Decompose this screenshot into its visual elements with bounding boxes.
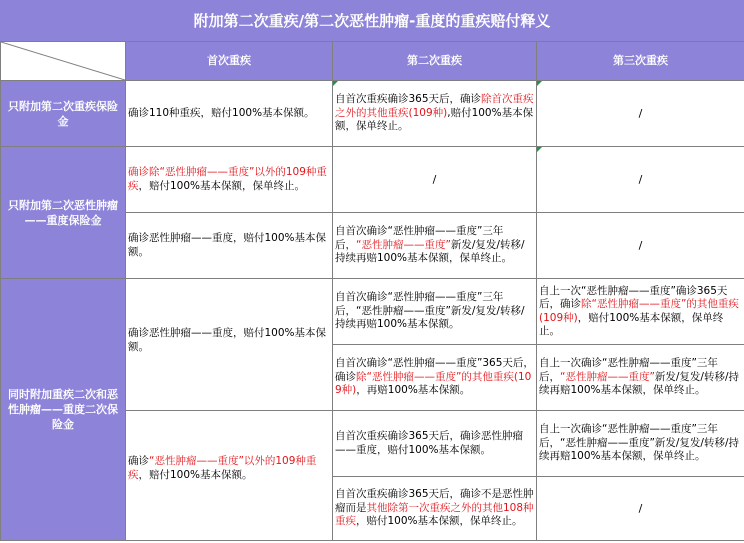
cell-text: ，赔付100%基本保额，保单终止。 — [539, 311, 724, 337]
cell-text: 自上一次确诊“恶性肿瘤——重度”三年后， — [539, 357, 718, 383]
cell-r3c1: 确诊恶性肿瘤——重度，赔付100%基本保额。 — [126, 213, 333, 279]
cell-highlight: “恶性肿瘤——重度” — [356, 238, 451, 251]
cell-highlight: “恶性肿瘤——重度”以外的109种重疾 — [128, 455, 317, 481]
header-second: 第二次重疾 — [333, 42, 537, 81]
table-row — [1, 147, 744, 213]
cell-r2c1 — [126, 147, 333, 213]
cell-text: ,赔付100%基本保额，保单终止。 — [335, 106, 534, 133]
cell-text: 自首次重疾确诊365天后，确诊不是恶性肿瘤而是 — [335, 488, 534, 514]
diagonal-line — [1, 42, 125, 80]
cell-highlight: 除首次重疾之外的其他重疾(109种) — [335, 93, 534, 119]
cell-highlight: “恶性肿瘤——重度” — [560, 370, 655, 383]
cell-text: ，赔付100%基本保额，保单终止。 — [138, 179, 306, 192]
row-header-c: 同时附加重疾二次和恶性肿瘤——重度二次保险金 — [1, 279, 126, 541]
cell-r3c2 — [333, 213, 537, 279]
cell-r7c2 — [333, 477, 537, 541]
cell-text: 新发/复发/转移/持续再赔100%基本保额，保单终止。 — [335, 238, 525, 265]
cell-r3c3: / — [537, 213, 744, 279]
cell-r1c2 — [333, 81, 537, 147]
cell-r6c2: 自首次重疾确诊365天后，确诊恶性肿瘤——重度，赔付100%基本保额。 — [333, 411, 537, 477]
row-header-b: 只附加第二次恶性肿瘤——重度保险金 — [1, 147, 126, 279]
cell-text: 自首次重疾确诊365天后，确诊 — [335, 93, 482, 106]
cell-text: 新发/复发/转移/持续再赔100%基本保额，保单终止。 — [539, 370, 740, 397]
row-header-a: 只附加第二次重疾保险金 — [1, 81, 126, 147]
table-row — [1, 81, 744, 147]
table-title: 附加第二次重疾/第二次恶性肿瘤-重度的重疾赔付释义 — [0, 0, 744, 42]
cell-text: 自首次确诊“恶性肿瘤——重度”365天后，确诊 — [335, 357, 534, 383]
cell-r5c2 — [333, 345, 537, 411]
cell-r6c3: 自上一次确诊“恶性肿瘤——重度”三年后，“恶性肿瘤——重度”新发/复发/转移/持续再赔100%基本保额，保单终止。 — [537, 411, 744, 477]
header-third: 第三次重疾 — [537, 42, 744, 81]
cell-text: ，赔付100%基本保额。 — [138, 468, 253, 481]
cell-r4c3 — [537, 279, 744, 345]
cell-text: 自首次确诊“恶性肿瘤——重度”三年后， — [335, 225, 504, 251]
cell-r7c3: / — [537, 477, 744, 541]
cell-r1c1: 确诊110种重疾，赔付100%基本保额。 — [126, 81, 333, 147]
cell-text: 确诊 — [128, 455, 149, 467]
cell-text: ，赔付100%基本保额，保单终止。 — [356, 515, 523, 528]
header-row — [1, 42, 744, 81]
cell-r5c3 — [537, 345, 744, 411]
cell-r4c1: 确诊恶性肿瘤——重度，赔付100%基本保额。 — [126, 279, 333, 411]
corner-cell — [1, 42, 126, 81]
cell-r1c3: / — [537, 81, 744, 147]
cell-highlight: 其他除第一次重疾之外的其他108种重疾 — [335, 501, 534, 528]
table-row — [1, 279, 744, 345]
cell-r2c2: / — [333, 147, 537, 213]
cell-text: ，再赔100%基本保额。 — [356, 384, 471, 397]
cell-r6c1 — [126, 411, 333, 541]
cell-r2c3: / — [537, 147, 744, 213]
cell-text: 自上一次“恶性肿瘤——重度”确诊365天后，确诊 — [539, 284, 728, 310]
cell-highlight: 确诊除“恶性肿瘤——重度”以外的109种重疾 — [128, 166, 327, 192]
cell-highlight: 除“恶性肿瘤——重度”的其他重疾(109种) — [539, 298, 739, 324]
cell-highlight: 除“恶性肿瘤——重度”的其他重疾(109种) — [335, 370, 532, 397]
header-first: 首次重疾 — [126, 42, 333, 81]
benefit-table — [0, 41, 744, 541]
cell-r4c2: 自首次确诊“恶性肿瘤——重度”三年后，“恶性肿瘤——重度”新发/复发/转移/持续再赔100%基本保额。 — [333, 279, 537, 345]
